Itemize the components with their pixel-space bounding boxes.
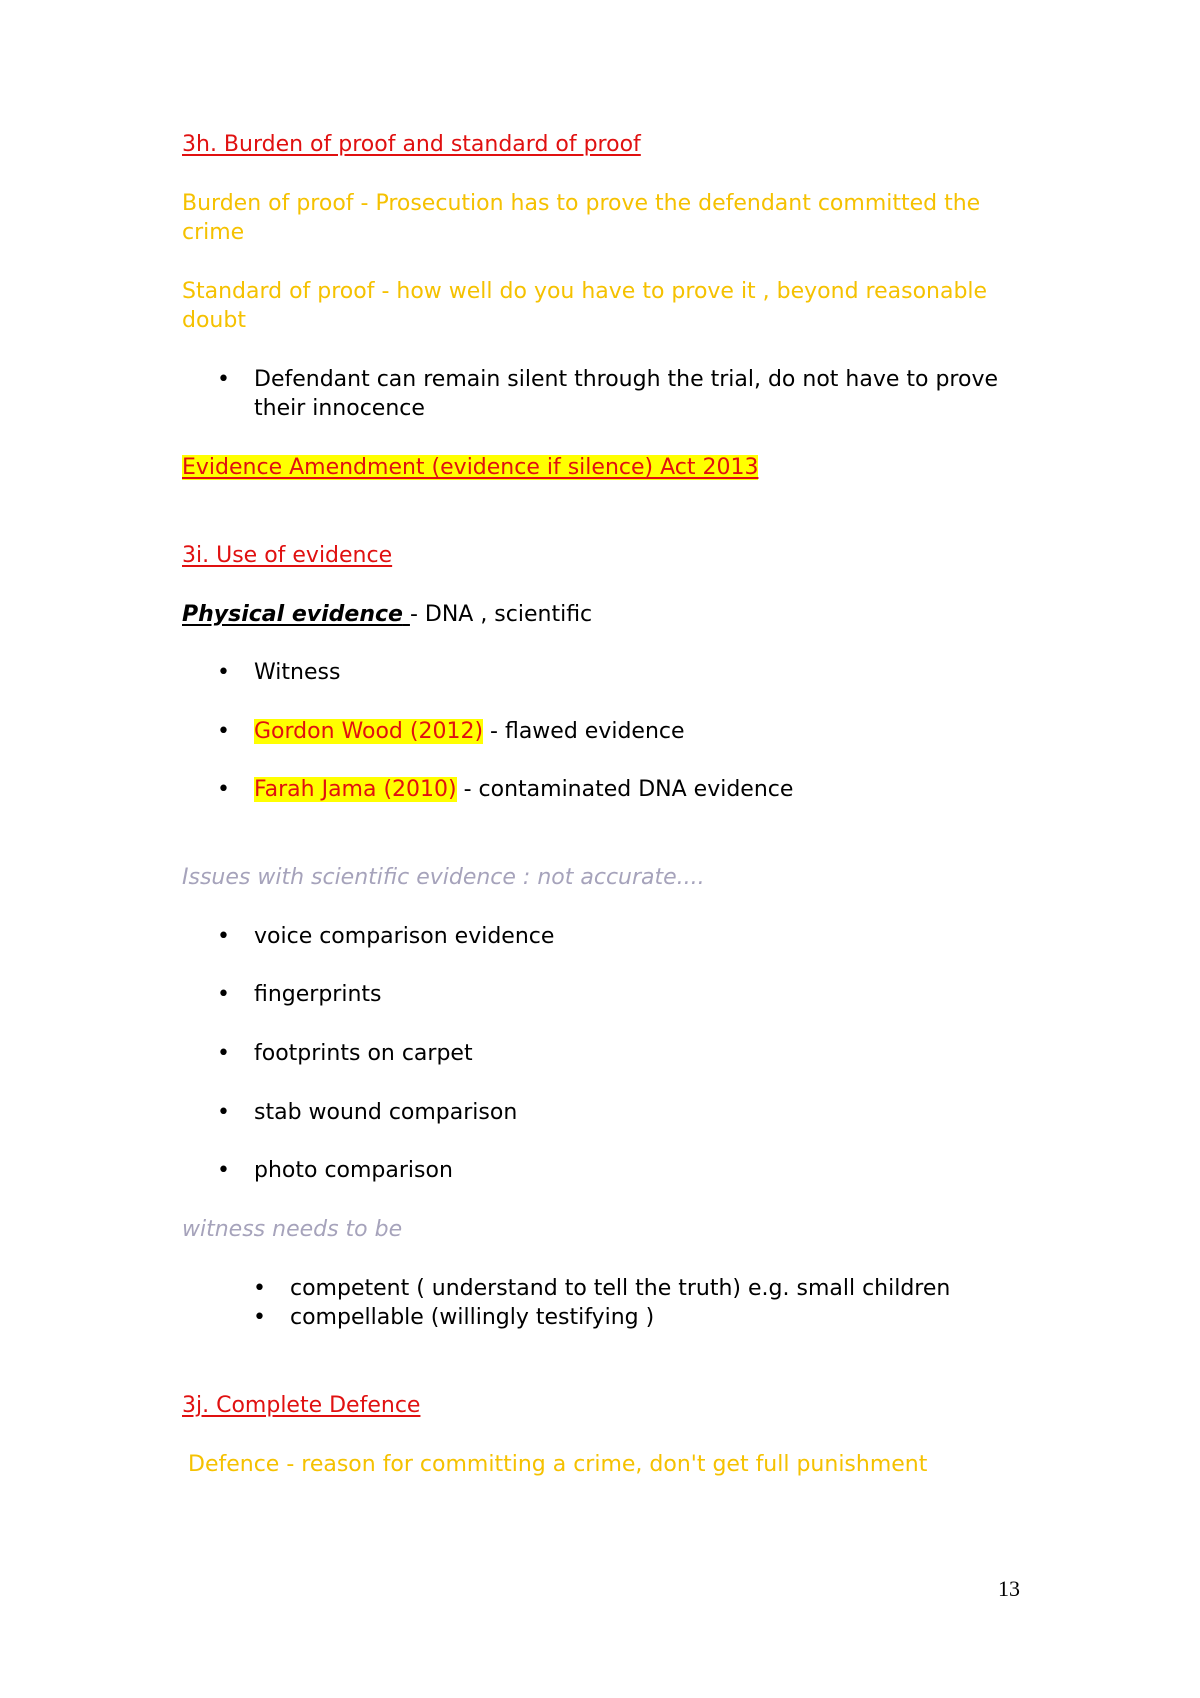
- bullet-icon: •: [217, 777, 230, 802]
- evidence-amendment-act: [182, 453, 758, 483]
- act-highlight: Evidence Amendment (evidence if silence) Act 2013: [182, 455, 759, 480]
- burden-of-proof-line-1: Burden of proof - Prosecution has to prove the defendant committed the: [182, 191, 981, 216]
- witness-need-item: compellable (willingly testifying ): [290, 1305, 655, 1330]
- physical-evidence-desc: - DNA , scientific: [409, 602, 593, 627]
- issue-item: stab wound comparison: [254, 1100, 518, 1125]
- witness-item: Witness: [254, 660, 341, 685]
- bullet-icon: •: [253, 1276, 266, 1301]
- issue-item: footprints on carpet: [254, 1041, 473, 1066]
- bullet-icon: •: [217, 660, 230, 685]
- bullet-icon: •: [217, 367, 230, 392]
- defendant-silent-line-2: their innocence: [254, 396, 425, 421]
- bullet-icon: •: [217, 1100, 230, 1125]
- section-3i-heading: 3i. Use of evidence: [182, 543, 393, 568]
- case-description: - flawed evidence: [483, 719, 685, 744]
- witness-needs-label: witness needs to be: [182, 1217, 403, 1242]
- bullet-icon: •: [217, 1041, 230, 1066]
- case-description: - contaminated DNA evidence: [456, 777, 794, 802]
- case-name-highlight: Farah Jama (2010): [254, 777, 457, 802]
- burden-of-proof-line-2: crime: [182, 220, 245, 245]
- bullet-icon: •: [217, 924, 230, 949]
- farah-jama-item: [254, 775, 793, 805]
- section-3j-heading: 3j. Complete Defence: [182, 1393, 421, 1418]
- case-name-highlight: Gordon Wood (2012): [254, 719, 484, 744]
- bullet-icon: •: [217, 1158, 230, 1183]
- standard-of-proof-line-1: Standard of proof - how well do you have to prove it , beyond reasonable: [182, 279, 988, 304]
- standard-of-proof-line-2: doubt: [182, 308, 246, 333]
- witness-need-item: competent ( understand to tell the truth) e.g. small children: [290, 1276, 951, 1301]
- section-3h-heading: 3h. Burden of proof and standard of proof: [182, 132, 641, 157]
- issue-item: fingerprints: [254, 982, 382, 1007]
- defendant-silent-line-1: Defendant can remain silent through the trial, do not have to prove: [254, 367, 998, 392]
- gordon-wood-item: [254, 717, 685, 747]
- physical-evidence-line: [182, 600, 592, 630]
- bullet-icon: •: [217, 719, 230, 744]
- bullet-icon: •: [217, 982, 230, 1007]
- issue-item: voice comparison evidence: [254, 924, 555, 949]
- bullet-icon: •: [253, 1305, 266, 1330]
- issues-scientific-evidence: Issues with scientific evidence : not accurate....: [182, 865, 705, 890]
- page-number: 13: [998, 1576, 1020, 1601]
- issue-item: photo comparison: [254, 1158, 453, 1183]
- physical-evidence-label: Physical evidence: [182, 602, 403, 627]
- defence-definition: Defence - reason for committing a crime, don't get full punishment: [188, 1452, 928, 1477]
